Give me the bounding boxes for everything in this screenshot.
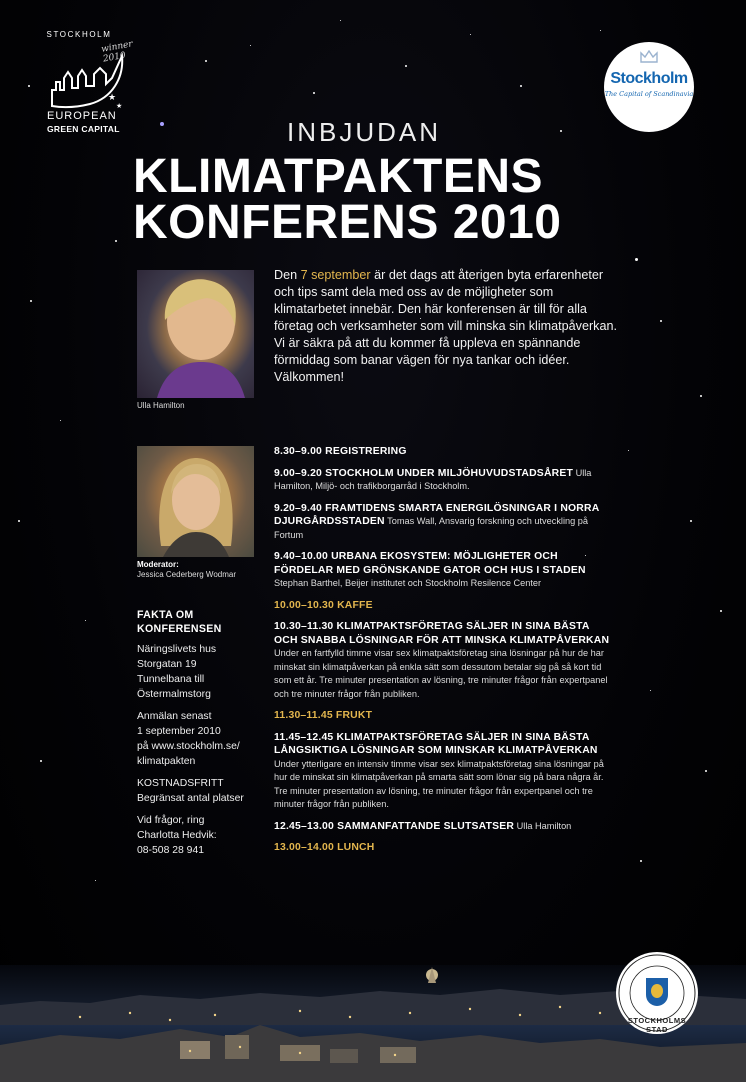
facts-heading: FAKTA OM KONFERENSEN bbox=[137, 609, 222, 635]
stockholm-logo-name: Stockholm bbox=[610, 70, 688, 87]
egc-winner: winner 2010 bbox=[100, 39, 134, 65]
stockholms-stad-seal bbox=[616, 952, 698, 1034]
page-title-line1: KLIMATPAKTENS bbox=[133, 150, 544, 203]
speaker-photo-ulla-hamilton bbox=[137, 270, 254, 398]
program-break: 13.00–14.00 LUNCH bbox=[274, 842, 375, 853]
intro-date: 7 september bbox=[300, 268, 371, 282]
program-item: 12.45–13.00 SAMMANFATTANDE SLUTSATSER Ulla Hamilton bbox=[274, 820, 572, 832]
saint-erik-head-icon bbox=[651, 984, 663, 998]
program-item: 9.40–10.00 URBANA EKOSYSTEM: MÖJLIGHETER OCH FÖRDELAR MED GRÖNSKANDE GATOR OCH HUS I STADEN Stephan Barthel, Beijer institutet och Stockholm Resilence Center bbox=[274, 551, 586, 588]
program-item: 8.30–9.00 REGISTRERING bbox=[274, 446, 407, 457]
stockholm-capital-logo bbox=[604, 42, 694, 132]
invitation-kicker: INBJUDAN bbox=[287, 117, 442, 147]
facts-contact: Vid frågor, ring Charlotta Hedvik: 08-508 28 941 bbox=[137, 815, 217, 856]
facts-cost: KOSTNADSFRITT Begränsat antal platser bbox=[137, 778, 244, 804]
program-item: 9.00–9.20 STOCKHOLM UNDER MILJÖHUVUDSTADSÅRET Ulla Hamilton, Miljö- och trafikborgarråd i Stockholm. bbox=[274, 467, 592, 491]
svg-text:★: ★ bbox=[116, 102, 123, 110]
facts-registration: Anmälan senast 1 september 2010 på www.stockholm.se/ klimatpakten bbox=[137, 711, 240, 767]
moderator-label: Moderator: bbox=[137, 560, 179, 569]
intro-before: Den bbox=[274, 268, 301, 282]
program-break: 10.00–10.30 KAFFE bbox=[274, 599, 373, 611]
egc-european: EUROPEAN bbox=[47, 110, 117, 122]
contact-phone: 08-508 28 941 bbox=[137, 845, 205, 856]
program-item: 10.30–11.30 KLIMATPAKTSFÖRETAG SÄLJER IN SINA BÄSTA OCH SNABBA LÖSNINGAR FÖR ATT MINSKA KLIMATPÅVERKAN Under en fartfylld timme visar sex klimatpaktsföretag sina lösningar på hur de har minskat sin klimatpåverkan på enkla sätt som dessutom betalar sig på så kort tid som ett år. Tre minuter presentation av lösning, tre minuter frågor från expertpanel och tre minuter frågor från publiken. bbox=[274, 621, 610, 699]
registration-link[interactable]: på www.stockholm.se/ bbox=[137, 741, 240, 752]
facts-location: Näringslivets hus Storgatan 19 Tunnelbana till Östermalmstorg bbox=[137, 644, 217, 700]
skyline-leaf-icon bbox=[50, 48, 128, 110]
page-title-line2: KONFERENS 2010 bbox=[133, 196, 562, 249]
speaker-photo-jessica-cederberg bbox=[137, 446, 254, 557]
egc-stockholm: STOCKHOLM bbox=[46, 30, 112, 39]
egc-green-capital: GREEN CAPITAL bbox=[47, 124, 120, 134]
program-list bbox=[274, 445, 614, 863]
intro-paragraph bbox=[274, 267, 619, 386]
caption-ulla: Ulla Hamilton bbox=[137, 401, 185, 410]
program-break: 11.30–11.45 FRUKT bbox=[274, 710, 373, 721]
facts-sidebar bbox=[137, 608, 262, 865]
crown-icon bbox=[640, 50, 658, 64]
stockholm-logo-tagline: The Capital of Scandinavia bbox=[604, 90, 694, 98]
intro-after: är det dags att återigen byta erfarenheter och tips samt dela med oss av de möjligheter som klimatarbetet innebär. Den här konferensen är till för alla företag och verksamheter som vill minska sin klimatpåverkan. Vi är säkra på att du kommer få uppleva en spännande förmiddag som banar vägen för nya tankar och idéer. Välkommen! bbox=[274, 268, 617, 384]
program-item: 11.45–12.45 KLIMATPAKTSFÖRETAG SÄLJER IN SINA BÄSTA LÅNGSIKTIGA LÖSNINGAR SOM MINSKAR KLIMATPÅVERKAN Under ytterligare en intensiv timme visar sex klimatpaktsföretag sina lösningar på hur de minskat sin klimatpåverkan på smarta sätt som lönar sig på bara några år. Tre minuter presentation av lösning, tre minuter frågor från expertpanel och tre minuter frågor från publiken. bbox=[274, 731, 604, 809]
european-green-capital-logo bbox=[44, 30, 134, 135]
caption-moderator bbox=[137, 560, 236, 580]
program-item: 9.20–9.40 FRAMTIDENS SMARTA ENERGILÖSNINGAR I NORRA DJURGÅRDSSTADEN Tomas Wall, Ansvarig forskning och utveckling på Fortum bbox=[274, 502, 600, 540]
seal-text: STOCKHOLMS STAD bbox=[627, 1016, 687, 1034]
svg-text:★: ★ bbox=[108, 93, 117, 103]
moderator-name: Jessica Cederberg Wodmar bbox=[137, 570, 237, 579]
